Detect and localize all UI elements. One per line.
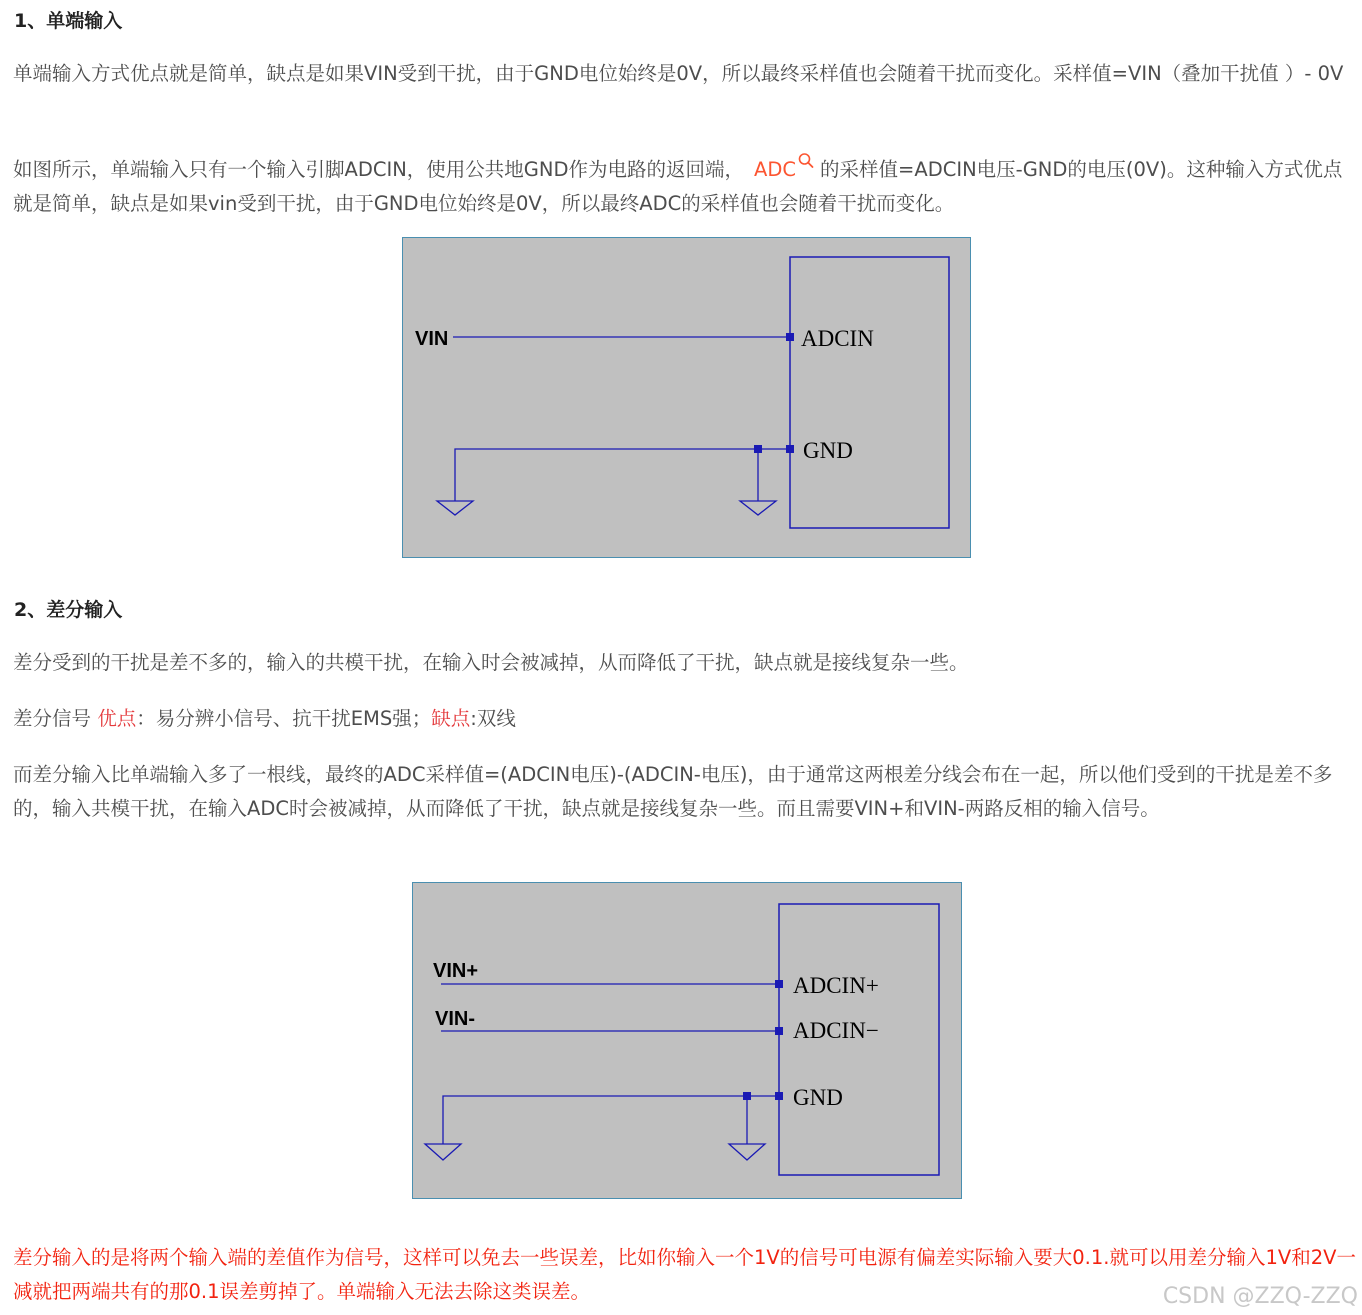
gnd-junction-dot <box>754 445 762 453</box>
adc-search-link[interactable]: ADC <box>754 158 797 181</box>
gnd-pin-dot <box>786 445 794 453</box>
ground-symbol-left <box>437 501 473 515</box>
cons-text: :双线 <box>470 707 516 730</box>
section1-paragraph-2-text-a: 如图所示，单端输入只有一个输入引脚ADCIN，使用公共地GND作为电路的返回端， <box>13 158 745 181</box>
adcin-minus-pin-dot <box>775 1027 783 1035</box>
csdn-watermark: CSDN @ZZQ-ZZQ <box>1162 1284 1358 1309</box>
section2-paragraph-2 <box>13 702 1358 736</box>
diff-gnd-pin-dot <box>775 1092 783 1100</box>
diff-ground-symbol-right <box>729 1144 765 1160</box>
section1-paragraph-2-text-b: 的采样值=ADCIN电压-GND的电压(0V)。这种输入方式优点就是简单，缺点是如果vin受到干扰，由于GND电位始终是0V，所以最终ADC的采样值也会随着干扰而变化。 <box>13 158 1343 215</box>
section1-paragraph-1: 单端输入方式优点就是简单，缺点是如果VIN受到干扰，由于GND电位始终是0V，所以最终采样值也会随着干扰而变化。采样值=VIN（叠加干扰值 ）- 0V <box>13 62 1344 85</box>
adcin-plus-pin-dot <box>775 980 783 988</box>
differential-note: 差分输入的是将两个输入端的差值作为信号，这样可以免去一些误差，比如你输入一个1V的信号可电源有偏差实际输入要大0.1.就可以用差分输入1V和2V一减就把两端共有的那0.1误差剪掉了。单端输入无法去除这类误差。 <box>13 1246 1356 1303</box>
section2-paragraph-3: 而差分输入比单端输入多了一根线，最终的ADC采样值=(ADCIN电压)-(ADCIN-电压)，由于通常这两根差分线会布在一起，所以他们受到的干扰是差不多的，输入共模干扰，在输入ADC时会被减掉，从而降低了干扰，缺点就是接线复杂一些。而且需要VIN+和VIN-两路反相的输入信号。 <box>13 763 1333 820</box>
differential-schematic <box>412 882 962 1199</box>
diff-gnd-pin-label: GND <box>793 1085 843 1110</box>
ground-symbol-right <box>740 501 776 515</box>
section1-paragraph-2 <box>13 147 1358 221</box>
gnd-pin-label: GND <box>803 438 853 463</box>
adcin-pin-dot <box>786 333 794 341</box>
adcin-plus-pin-label: ADCIN+ <box>793 973 879 998</box>
adc-chip-body <box>790 257 949 528</box>
pros-text: ：易分辨小信号、抗干扰EMS强； <box>136 707 432 730</box>
adcin-minus-pin-label: ADCIN− <box>793 1018 879 1043</box>
section2-heading: 2、差分输入 <box>14 599 123 621</box>
vin-plus-label: VIN+ <box>433 960 479 982</box>
single-ended-schematic <box>402 237 971 558</box>
adcin-pin-label: ADCIN <box>801 326 874 351</box>
cons-label: 缺点 <box>431 707 471 730</box>
section2-paragraph-1: 差分受到的干扰是差不多的，输入的共模干扰，在输入时会被减掉，从而降低了干扰，缺点就是接线复杂一些。 <box>13 651 969 674</box>
diff-ground-symbol-left <box>425 1144 461 1160</box>
section1-heading: 1、单端输入 <box>14 10 123 32</box>
vin-minus-label: VIN- <box>435 1008 475 1030</box>
gnd-wire <box>455 449 790 501</box>
search-icon[interactable] <box>798 147 814 165</box>
vin-label: VIN <box>415 328 449 350</box>
pros-label: 优点 <box>97 707 137 730</box>
diff-signal-label: 差分信号 <box>13 707 98 730</box>
diff-gnd-wire <box>443 1096 779 1144</box>
diff-gnd-junction-dot <box>743 1092 751 1100</box>
